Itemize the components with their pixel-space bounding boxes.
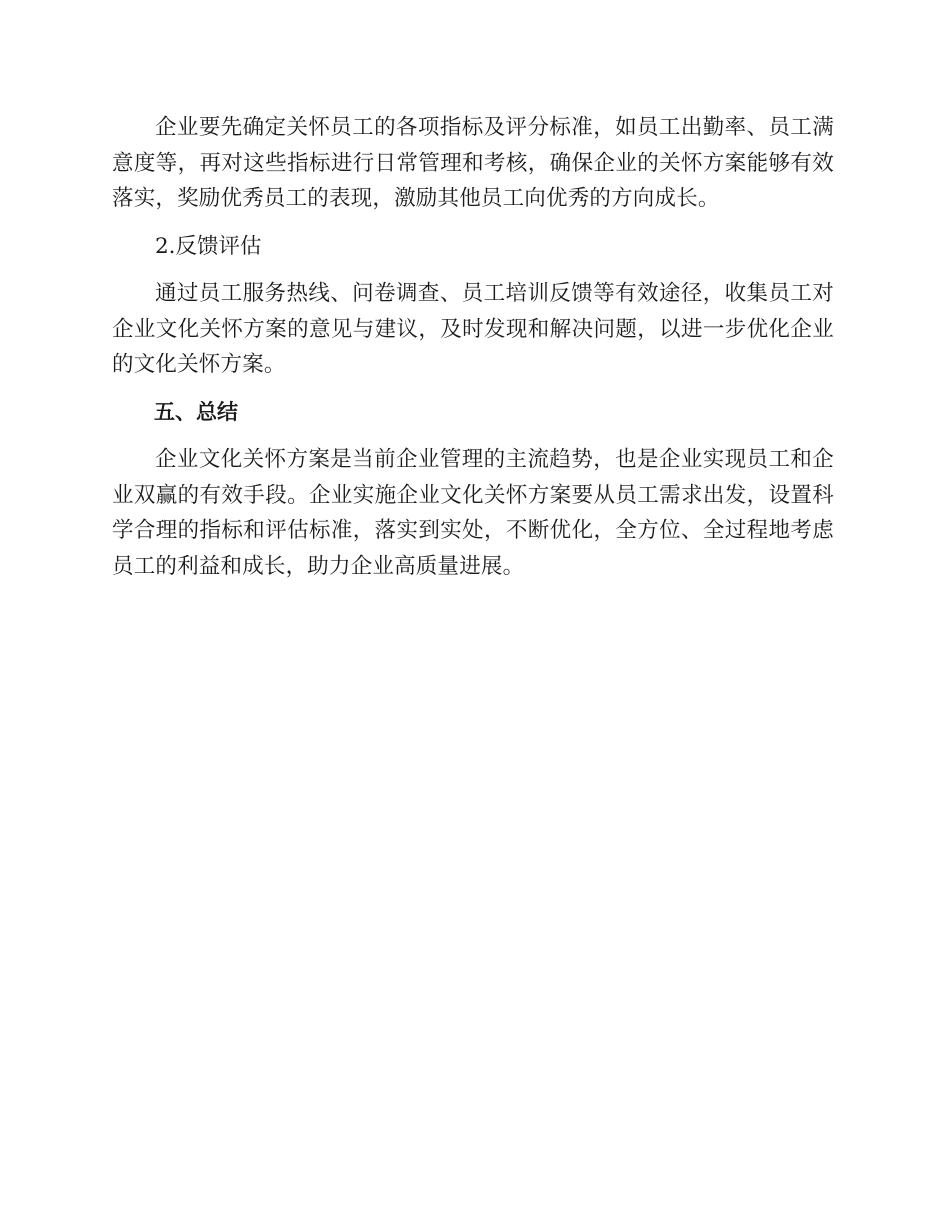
subheading-feedback-evaluation: 2.反馈评估	[155, 233, 262, 259]
paragraph-feedback-collection: 通过员工服务热线、问卷调查、员工培训反馈等有效途径，收集员工对企业文化关怀方案的意见与建议，及时发现和解决问题，以进一步优化企业的文化关怀方案。	[112, 281, 834, 377]
paragraph-evaluation-standards: 企业要先确定关怀员工的各项指标及评分标准，如员工出勤率、员工满意度等，再对这些指标进行日常管理和考核，确保企业的关怀方案能够有效落实，奖励优秀员工的表现，激励其他员工向优秀的方向成长。	[112, 115, 834, 211]
section-title-summary: 五、总结	[154, 399, 238, 424]
paragraph-summary: 企业文化关怀方案是当前企业管理的主流趋势，也是企业实现员工和企业双赢的有效手段。企业实施企业文化关怀方案要从员工需求出发，设置科学合理的指标和评估标准，落实到实处，不断优化，全方位、全过程地考虑员工的利益和成长，助力企业高质量进展。	[112, 447, 834, 579]
document-body	[112, 110, 834, 596]
